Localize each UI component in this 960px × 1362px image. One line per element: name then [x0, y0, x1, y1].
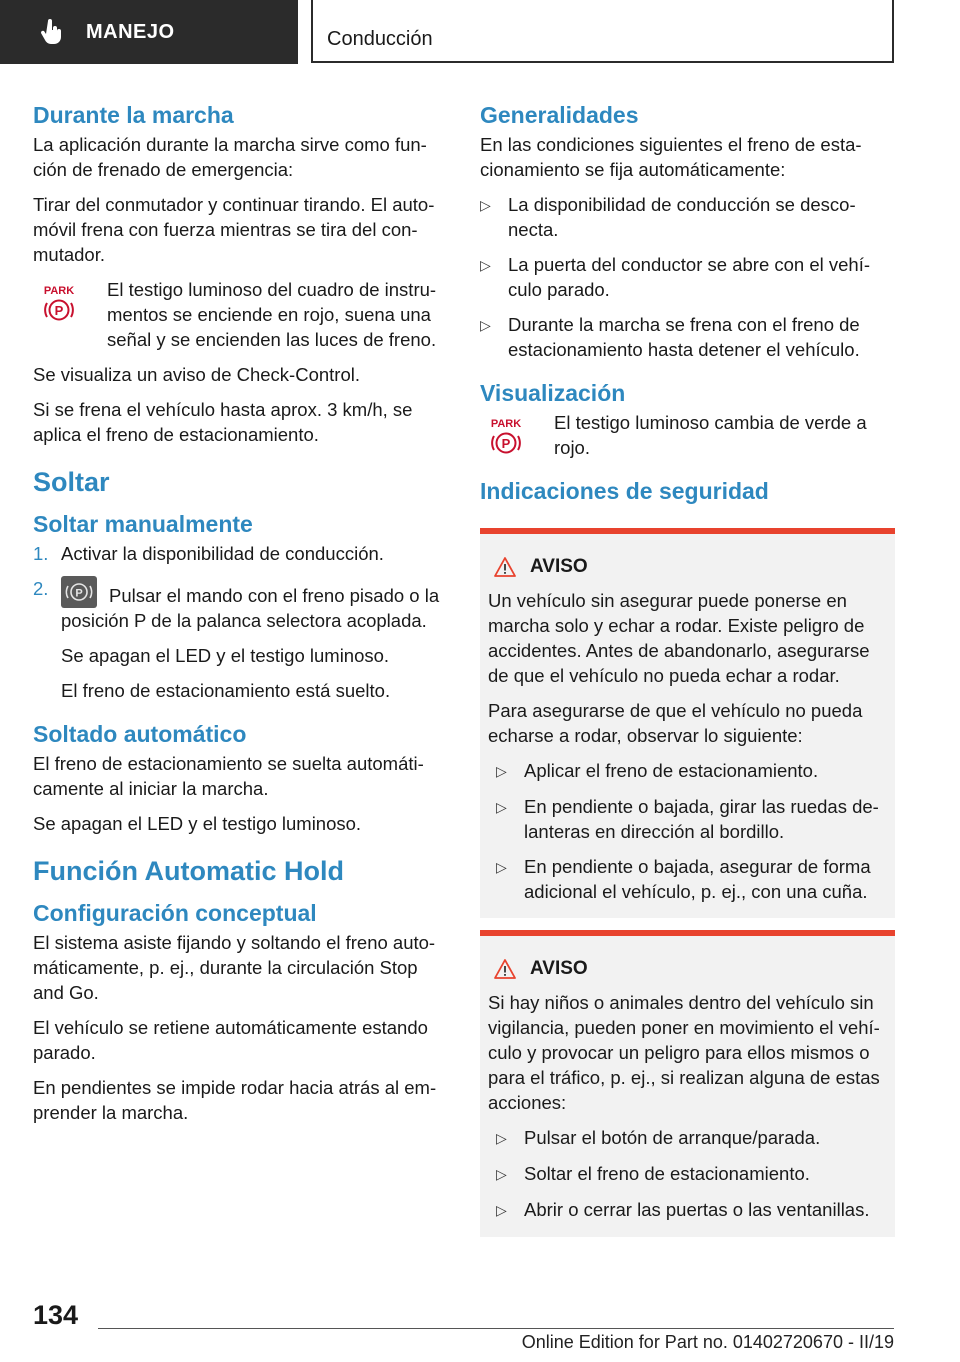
park-indicator-note: [480, 410, 895, 460]
bullet-icon: ▷: [496, 1166, 507, 1182]
park-indicator-note: [33, 277, 448, 352]
heading-visualizacion: Visualización: [480, 380, 626, 406]
right-column: [480, 100, 895, 1237]
park-brake-icon: [41, 283, 77, 323]
paragraph: El freno de estacionamiento está suelto.: [61, 680, 391, 701]
step-item: 2. P Pulsar el mando con el freno pisado o la posición P de la palanca selectora acoplada.: [33, 578, 440, 631]
heading-soltar-manual: Soltar manualmente: [33, 511, 253, 537]
page-number: 134: [33, 1300, 79, 1330]
warning-title: AVISO: [488, 958, 887, 980]
paragraph: Si se frena el vehículo hasta aprox. 3 km/h, se aplica el freno de estacionamiento.: [33, 399, 413, 445]
bullet-icon: ▷: [496, 763, 507, 779]
list-item: ▷ Pulsar el botón de arranque/parada.: [496, 1125, 887, 1151]
paragraph: Para asegurarse de que el vehículo no pueda echarse a rodar, observar lo siguiente:: [488, 700, 863, 746]
paragraph: El freno de estacionamiento se suelta automáti-camente al iniciar la marcha.: [33, 753, 424, 799]
bullet-icon: ▷: [496, 1202, 507, 1218]
svg-text:P: P: [501, 436, 511, 451]
paragraph: Se apagan el LED y el testigo luminoso.: [61, 645, 390, 666]
park-brake-icon: [488, 416, 524, 456]
heading-generalidades: Generalidades: [480, 102, 639, 128]
bullet-icon: ▷: [480, 197, 491, 213]
paragraph: Se visualiza un aviso de Check-Control.: [33, 364, 360, 385]
list-item: ▷ Durante la marcha se frena con el freno de estacionamiento hasta detener el vehículo.: [480, 314, 860, 360]
parking-brake-button-icon: [61, 576, 97, 608]
list-item: ▷ Soltar el freno de estacionamiento.: [496, 1161, 887, 1187]
edition-note: Online Edition for Part no. 01402720670 - II/19: [521, 1332, 894, 1352]
paragraph: Tirar del conmutador y continuar tirando. El auto-móvil frena con fuerza mientras se tira del con-mutador.: [33, 194, 435, 265]
warning-title: AVISO: [488, 556, 887, 578]
spacer: [480, 918, 895, 930]
paragraph: El sistema asiste fijando y soltando el freno auto-máticamente, p. ej., durante la circulación Stop and Go.: [33, 932, 436, 1003]
heading-durante: Durante la marcha: [33, 102, 234, 128]
list-item: ▷ En pendiente o bajada, girar las ruedas de-lanteras en dirección al bordillo.: [496, 796, 879, 842]
warning-triangle-icon: [494, 959, 516, 979]
page-footer: [0, 1290, 960, 1362]
heading-soltar: Soltar: [33, 467, 110, 497]
heading-auto: Soltado automático: [33, 721, 247, 747]
list-item: ▷ En pendiente o bajada, asegurar de forma adicional el vehículo, p. ej., con una cuña.: [496, 856, 871, 902]
bullet-icon: ▷: [480, 257, 491, 273]
bullet-icon: ▷: [496, 799, 507, 815]
list-item: ▷ La disponibilidad de conducción se desco-necta.: [480, 194, 856, 240]
paragraph: La aplicación durante la marcha sirve como fun-ción de frenado de emergencia:: [33, 134, 427, 180]
heading-config: Configuración conceptual: [33, 900, 317, 926]
bullet-icon: ▷: [496, 859, 507, 875]
bullet-icon: ▷: [480, 317, 491, 333]
list-item: ▷ Aplicar el freno de estacionamiento.: [496, 758, 887, 784]
svg-text:PARK: PARK: [490, 418, 522, 430]
bullet-icon: ▷: [496, 1130, 507, 1146]
list-item: ▷ La puerta del conductor se abre con el vehí-culo parado.: [480, 254, 871, 300]
page-header: [0, 0, 960, 66]
section-label: MANEJO: [86, 20, 175, 43]
footer-rule: [98, 1328, 894, 1329]
svg-text:P: P: [54, 303, 64, 318]
list-item: ▷ Abrir o cerrar las puertas o las ventanillas.: [496, 1197, 887, 1223]
paragraph: Se apagan el LED y el testigo luminoso.: [33, 813, 362, 834]
svg-text:P: P: [75, 587, 83, 600]
paragraph: Un vehículo sin asegurar puede ponerse en marcha solo y echar a rodar. Existe peligro de accidentes. Antes de abandonarlo, asegurarse de que el vehículo no pueda echar a rodar.: [488, 590, 870, 686]
paragraph: El testigo luminoso cambia de verde a rojo.: [554, 412, 867, 458]
warning-box: [480, 930, 895, 1237]
section-tab: [0, 0, 298, 64]
paragraph: Si hay niños o animales dentro del vehículo sin vigilancia, pueden poner en movimiento el vehí-culo y provocar un peligro para ellos mismos o para el tráfico, p. ej., si realizan alguna de estas acciones:: [488, 992, 880, 1113]
heading-seguridad: Indicaciones de seguridad: [480, 478, 769, 504]
left-column: [33, 100, 448, 1135]
hand-pointer-icon: [40, 19, 64, 45]
warning-triangle-icon: [494, 557, 516, 577]
heading-hold: Función Automatic Hold: [33, 856, 344, 886]
chapter-label: Conducción: [327, 28, 433, 50]
step-item: 1. Activar la disponibilidad de conducción.: [33, 543, 384, 564]
chapter-tab: [311, 0, 894, 63]
paragraph: En las condiciones siguientes el freno de esta-cionamiento se fija automáticamente:: [480, 134, 862, 180]
paragraph: El testigo luminoso del cuadro de instru-mentos se enciende en rojo, suena una señal y se encienden las luces de freno.: [107, 279, 437, 350]
svg-text:PARK: PARK: [43, 285, 75, 297]
paragraph: El vehículo se retiene automáticamente estando parado.: [33, 1017, 428, 1063]
paragraph: En pendientes se impide rodar hacia atrás al em-prender la marcha.: [33, 1077, 437, 1123]
warning-box: [480, 528, 895, 918]
